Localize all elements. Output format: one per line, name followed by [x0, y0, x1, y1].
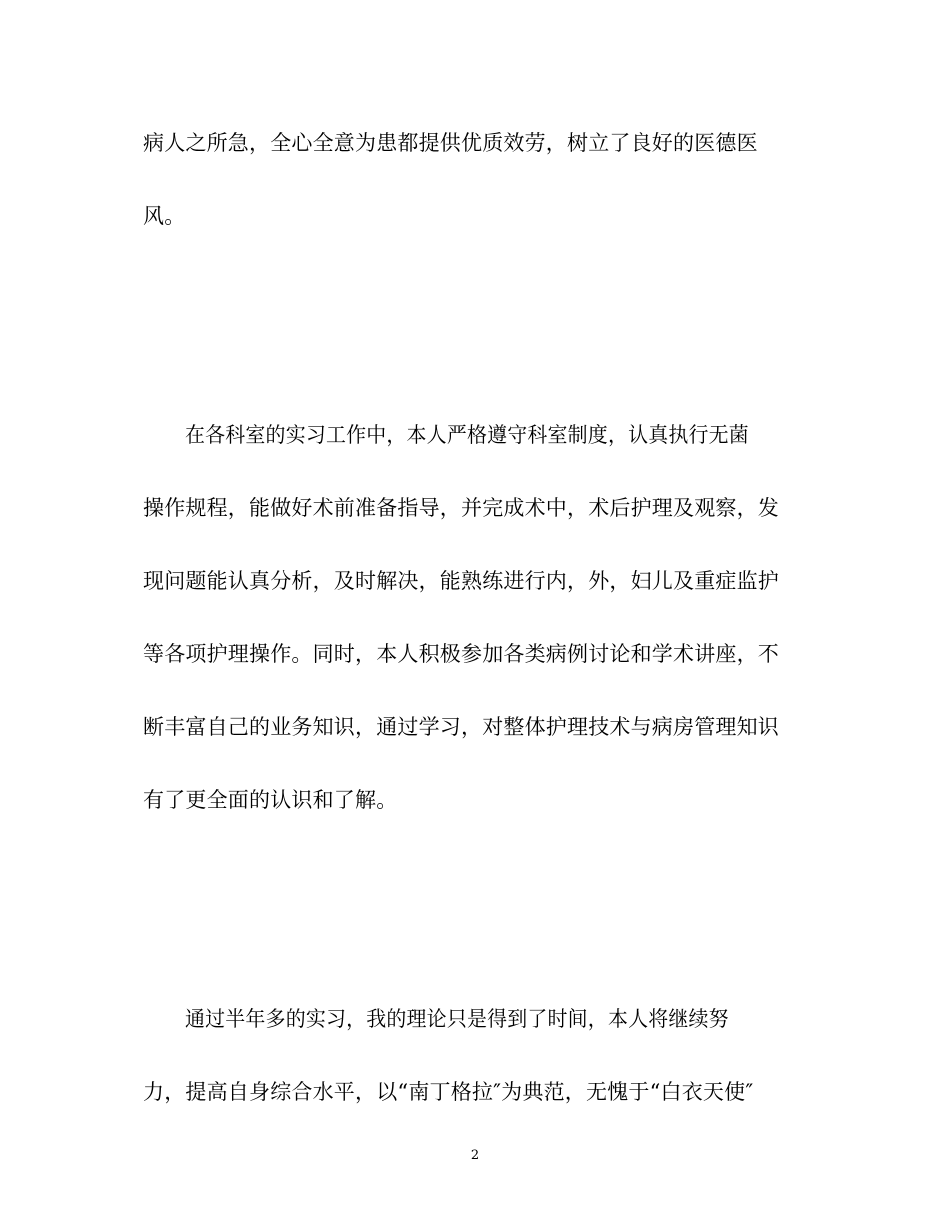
paragraph-2-line-6: 有了更全面的认识和了解。 [143, 788, 398, 812]
paragraph-2-line-2: 操作规程，能做好术前准备指导，并完成术中，术后护理及观察，发 [143, 496, 779, 520]
paragraph-2-line-5: 断丰富自己的业务知识，通过学习，对整体护理技术与病房管理知识 [143, 715, 779, 739]
paragraph-2-line-3: 现问题能认真分析，及时解决，能熟练进行内，外，妇儿及重症监护 [143, 569, 779, 593]
paragraph-3-line-2: 力，提高自身综合水平，以“南丁格拉″为典范，无愧于“白衣天使″ [143, 1080, 754, 1104]
paragraph-2-line-1: 在各科室的实习工作中，本人严格遵守科室制度，认真执行无菌 [185, 423, 749, 447]
paragraph-2-line-4: 等各项护理操作。同时，本人积极参加各类病例讨论和学术讲座，不 [143, 642, 779, 666]
page-number: 2 [470, 1148, 480, 1163]
paragraph-1-line-2: 风。 [143, 204, 186, 228]
paragraph-3-line-1: 通过半年多的实习，我的理论只是得到了时间，本人将继续努 [185, 1007, 729, 1031]
paragraph-1-line-1: 病人之所急，全心全意为患都提供优质效劳，树立了良好的医德医 [143, 131, 758, 155]
